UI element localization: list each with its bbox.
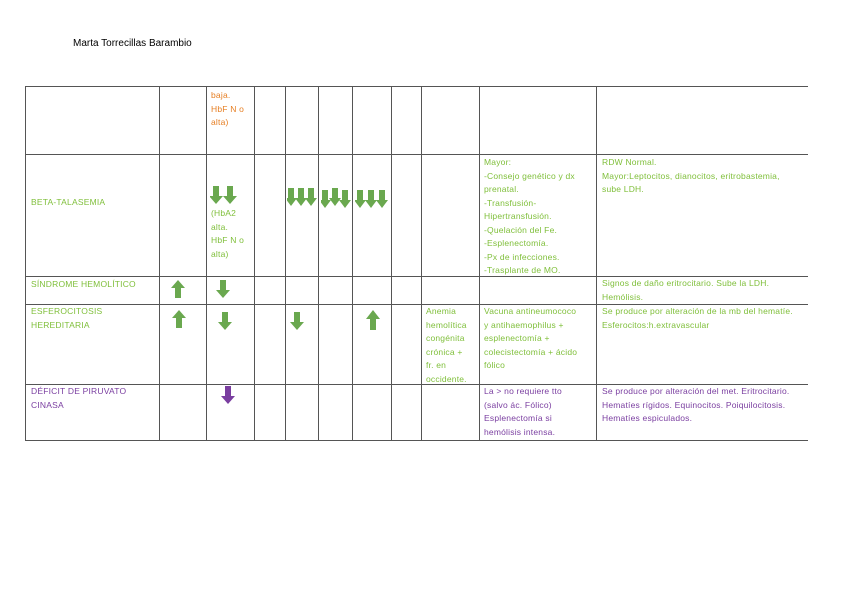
- text-line: CINASA: [31, 399, 64, 410]
- author-name: Marta Torrecillas Barambio: [73, 38, 192, 49]
- col-divider: [352, 86, 353, 441]
- text-line: y antihaemophilus +: [484, 319, 564, 330]
- text-line: Signos de daño eritrocitario. Sube la LDH.: [602, 278, 770, 288]
- text-line: fólico: [484, 360, 506, 370]
- row-divider: [25, 440, 808, 441]
- text-line: HbF N o: [211, 235, 245, 245]
- text-line: Se produce por alteración de la mb del hematíe.: [602, 306, 793, 316]
- col-divider: [25, 86, 26, 441]
- text-line: Anemia: [426, 306, 457, 316]
- col-divider: [318, 86, 319, 441]
- text-line: prenatal.: [484, 184, 519, 194]
- text-line: -Quelación del Fe.: [484, 224, 558, 235]
- text-line: baja.: [211, 90, 231, 100]
- arrow-down-icon: [215, 280, 231, 300]
- text-line: Mayor:Leptocitos, dianocitos, eritrobastemia,: [602, 170, 780, 181]
- arrow-up-icon: [365, 310, 381, 332]
- treatment-beta: [484, 156, 575, 278]
- row-divider: [25, 86, 808, 87]
- text-line: congénita: [426, 333, 465, 343]
- text-line: -Esplenectomía.: [484, 238, 549, 248]
- text-line: HbF N o: [211, 103, 245, 114]
- arrow-down-icon: [217, 312, 233, 332]
- text-line: Esferocitos:h.extravascular: [602, 319, 710, 330]
- notes-piruvato: [602, 385, 789, 426]
- text-line: -Transfusión-: [484, 197, 537, 208]
- arrow-down-icon: [321, 188, 353, 210]
- text-line: (HbA2: [211, 208, 237, 218]
- disease-name: [31, 305, 102, 332]
- col-divider: [159, 86, 160, 441]
- treatment-piruvato: [484, 385, 562, 439]
- arrow-down-icon: [220, 386, 236, 406]
- disease-name: BETA-TALASEMIA: [31, 197, 106, 207]
- cause-esferocitosis: [426, 305, 467, 386]
- text-line: Hemólisis.: [602, 291, 644, 302]
- text-line: ESFEROCITOSIS: [31, 306, 103, 316]
- disease-table: [25, 86, 808, 441]
- text-line: alta): [211, 248, 229, 259]
- arrow-down-icon: [210, 186, 240, 206]
- text-line: La > no requiere tto: [484, 386, 562, 396]
- col-divider: [285, 86, 286, 441]
- text-line: crónica +: [426, 346, 463, 357]
- col-divider: [596, 86, 597, 441]
- text-line: hemólisis intensa.: [484, 426, 556, 437]
- text-line: occidente.: [426, 373, 467, 384]
- text-line: -Trasplante de MO.: [484, 265, 561, 275]
- notes-esferocitosis: [602, 305, 793, 332]
- text-line: Vacuna antineumococo: [484, 306, 577, 316]
- text-line: alta): [211, 117, 229, 127]
- col-divider: [254, 86, 255, 441]
- text-line: esplenectomía +: [484, 333, 550, 343]
- hb-note-beta: [211, 207, 244, 261]
- col-divider: [391, 86, 392, 441]
- col-divider: [479, 86, 480, 441]
- text-line: Hematíes espiculados.: [602, 413, 693, 423]
- text-line: Hipertransfusión.: [484, 211, 552, 221]
- text-line: colecistectomía + ácido: [484, 346, 578, 357]
- text-line: -Px de infecciones.: [484, 251, 560, 262]
- text-line: (salvo ác. Fólico): [484, 399, 552, 410]
- disease-name: [31, 385, 126, 412]
- disease-name: SÍNDROME HEMOLÍTICO: [31, 279, 136, 289]
- text-line: -Consejo genético y dx: [484, 170, 575, 181]
- notes-hemolitico: [602, 277, 769, 304]
- text-line: Se produce por alteración del met. Eritrocitario.: [602, 386, 790, 396]
- text-line: RDW Normal.: [602, 157, 657, 167]
- text-line: HEREDITARIA: [31, 319, 90, 330]
- arrow-down-icon: [287, 188, 319, 208]
- text-line: Esplenectomía si: [484, 413, 552, 423]
- col-divider: [206, 86, 207, 441]
- hb-note-top: [211, 89, 244, 130]
- arrow-up-icon: [171, 310, 187, 330]
- arrow-down-icon: [355, 188, 389, 210]
- text-line: DÉFICIT DE PIRUVATO: [31, 386, 127, 396]
- row-divider: [25, 154, 808, 155]
- text-line: sube LDH.: [602, 184, 644, 194]
- notes-beta: [602, 156, 780, 197]
- text-line: fr. en: [426, 360, 447, 370]
- text-line: Hematíes rígidos. Equinocitos. Poiquilocitosis.: [602, 399, 786, 410]
- col-divider: [421, 86, 422, 441]
- text-line: alta.: [211, 221, 229, 232]
- text-line: hemolítica: [426, 319, 467, 330]
- treatment-esferocitosis: [484, 305, 577, 373]
- arrow-up-icon: [170, 280, 186, 300]
- text-line: Mayor:: [484, 157, 512, 167]
- arrow-down-icon: [289, 312, 305, 332]
